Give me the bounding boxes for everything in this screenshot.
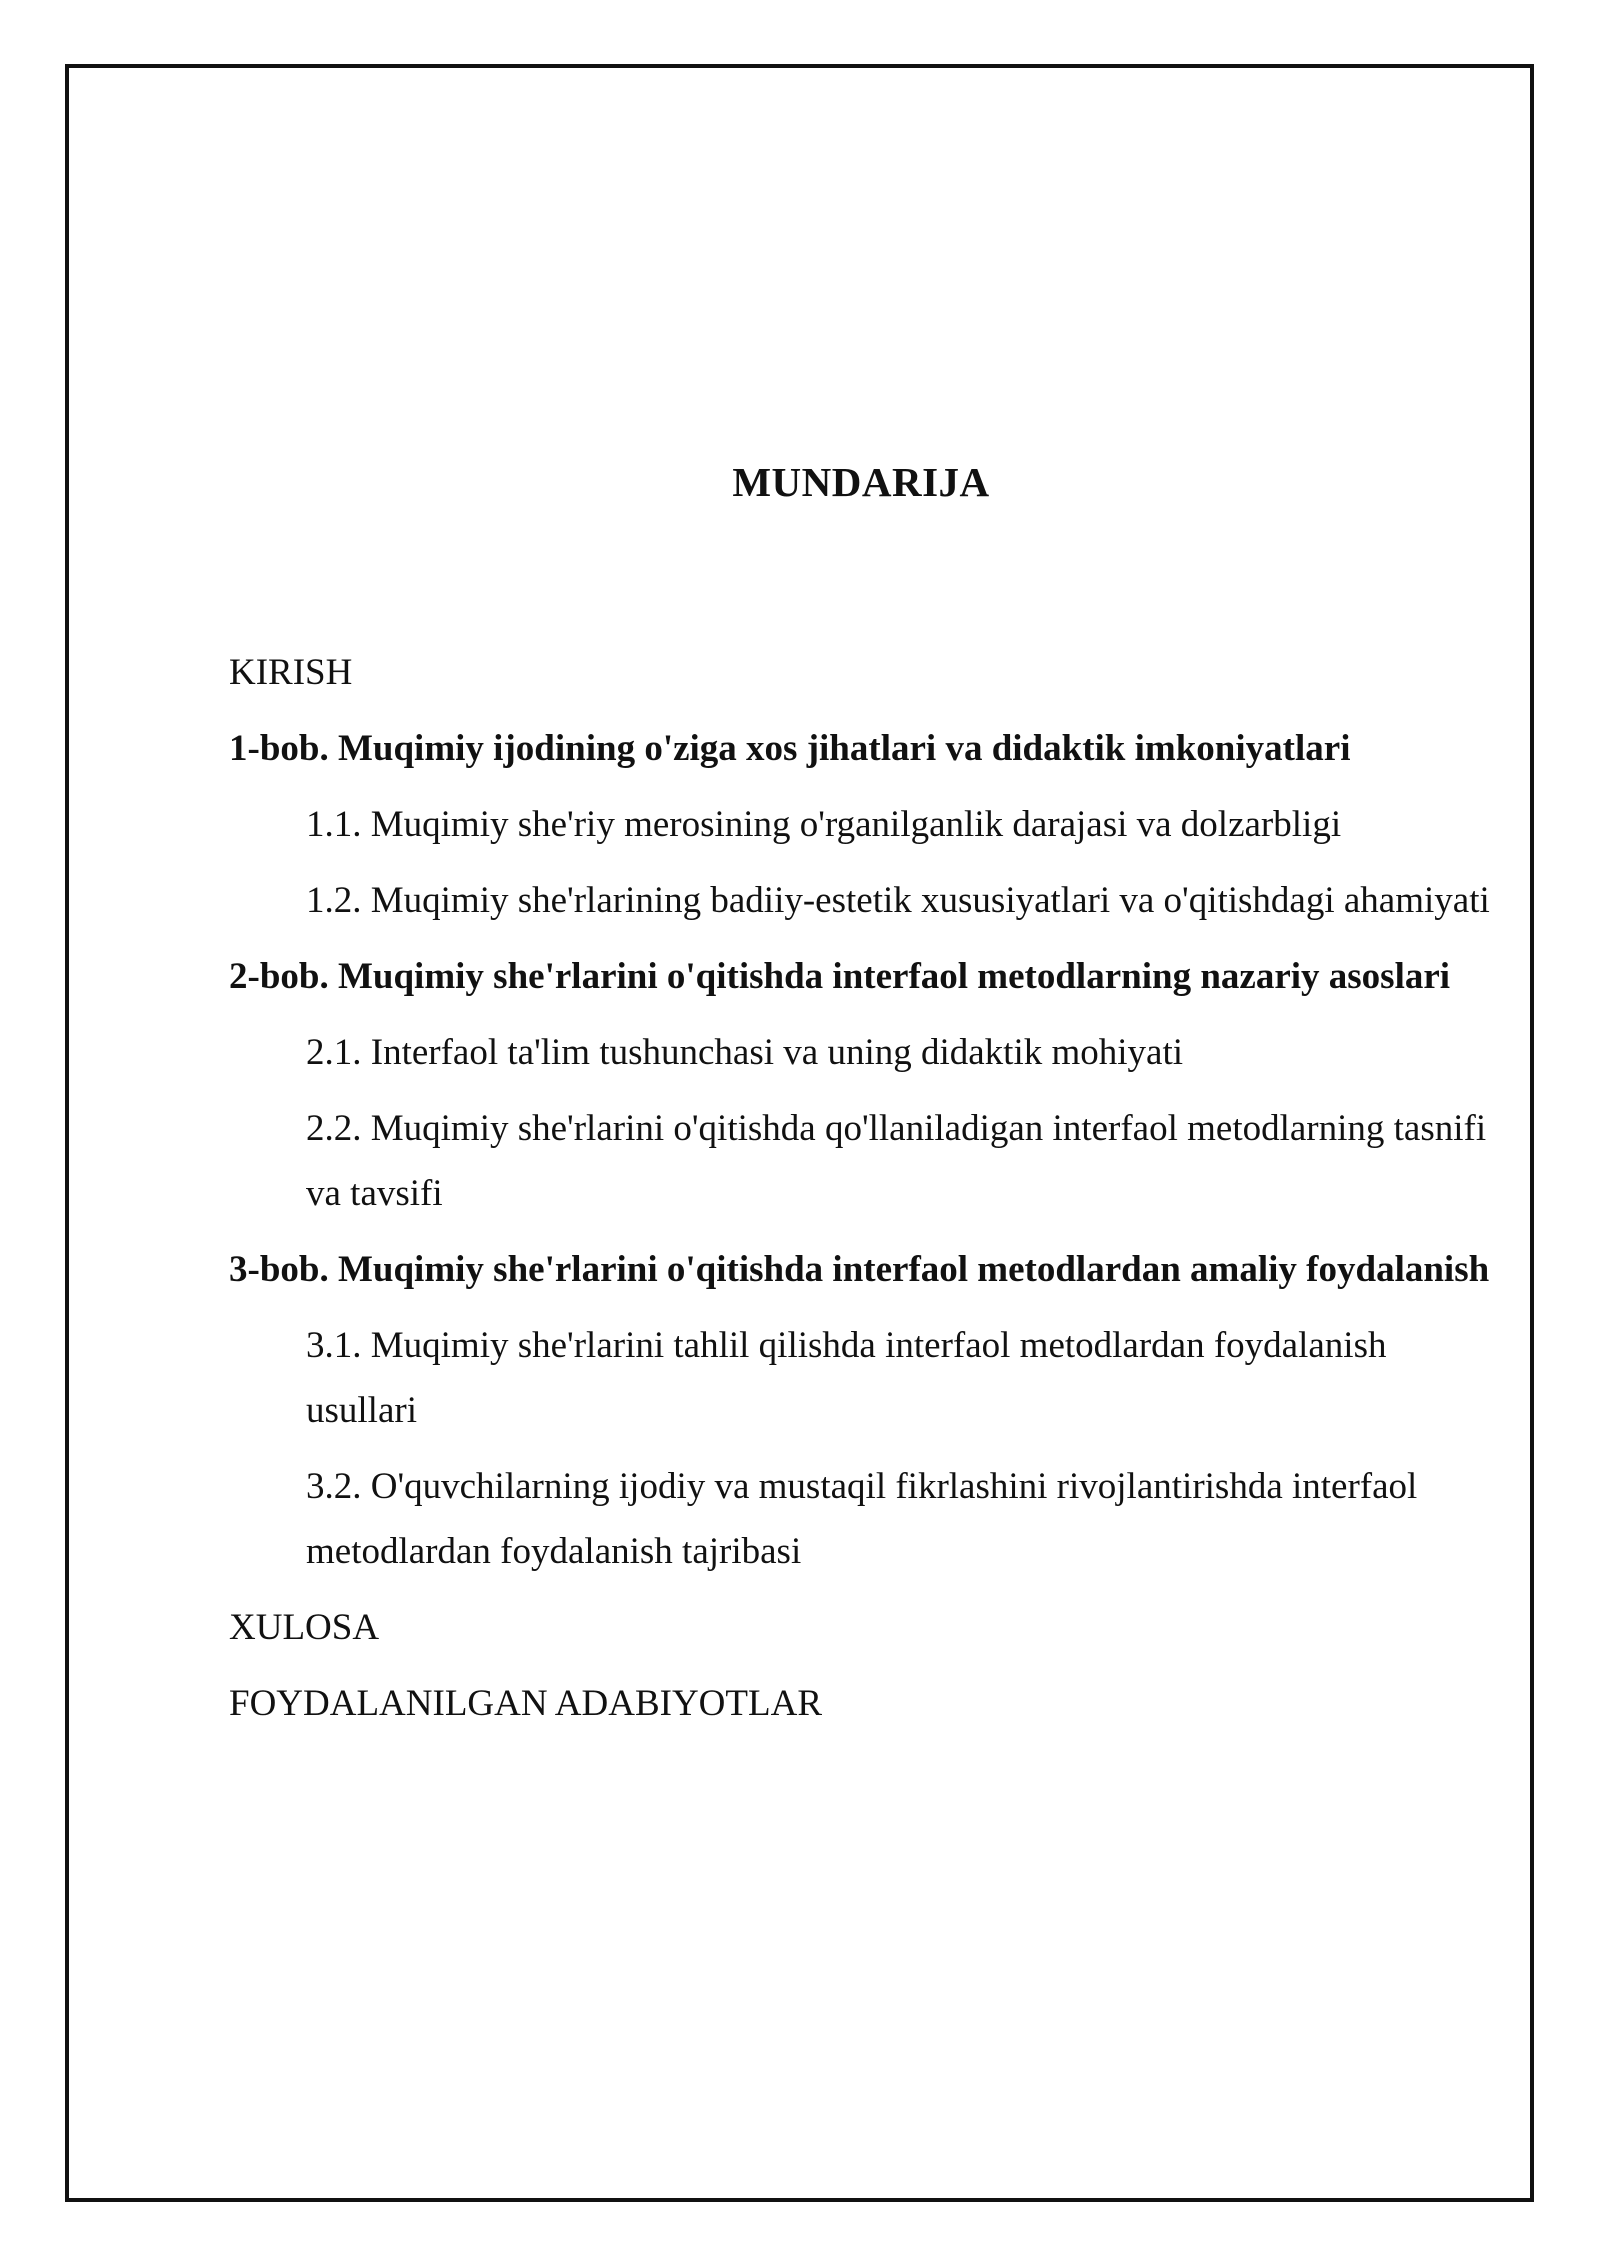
toc-chapter-1: 1-bob. Muqimiy ijodining o'ziga xos jihatlari va didaktik imkoniyatlari <box>229 728 1351 769</box>
toc-section-3-2: 3.2. O'quvchilarning ijodiy va mustaqil fikrlashini rivojlantirishda interfaol metodlardan foydalanish tajribasi <box>306 1466 1418 1572</box>
toc-section-3-1: 3.1. Muqimiy she'rlarini tahlil qilishda interfaol metodlardan foydalanish usullari <box>306 1325 1387 1431</box>
toc-entry-references: FOYDALANILGAN ADABIYOTLAR <box>229 1683 822 1724</box>
toc-entry-introduction: KIRISH <box>229 652 353 693</box>
toc-chapter-3: 3-bob. Muqimiy she'rlarini o'qitishda interfaol metodlardan amaliy foydalanish <box>229 1249 1490 1290</box>
table-of-contents <box>229 640 1491 1747</box>
page-title: MUNDARIJA <box>732 459 990 505</box>
toc-section-1-1: 1.1. Muqimiy she'riy merosining o'rganilganlik darajasi va dolzarbligi <box>306 804 1342 845</box>
toc-section-1-2: 1.2. Muqimiy she'rlarining badiiy-estetik xususiyatlari va o'qitishdagi ahamiyati <box>306 880 1490 921</box>
toc-section-2-2: 2.2. Muqimiy she'rlarini o'qitishda qo'llaniladigan interfaol metodlarning tasnifi va tavsifi <box>306 1108 1487 1214</box>
toc-chapter-2: 2-bob. Muqimiy she'rlarini o'qitishda interfaol metodlarning nazariy asoslari <box>229 956 1451 997</box>
toc-entry-conclusion: XULOSA <box>229 1607 380 1648</box>
toc-section-2-1: 2.1. Interfaol ta'lim tushunchasi va uning didaktik mohiyati <box>306 1032 1184 1073</box>
